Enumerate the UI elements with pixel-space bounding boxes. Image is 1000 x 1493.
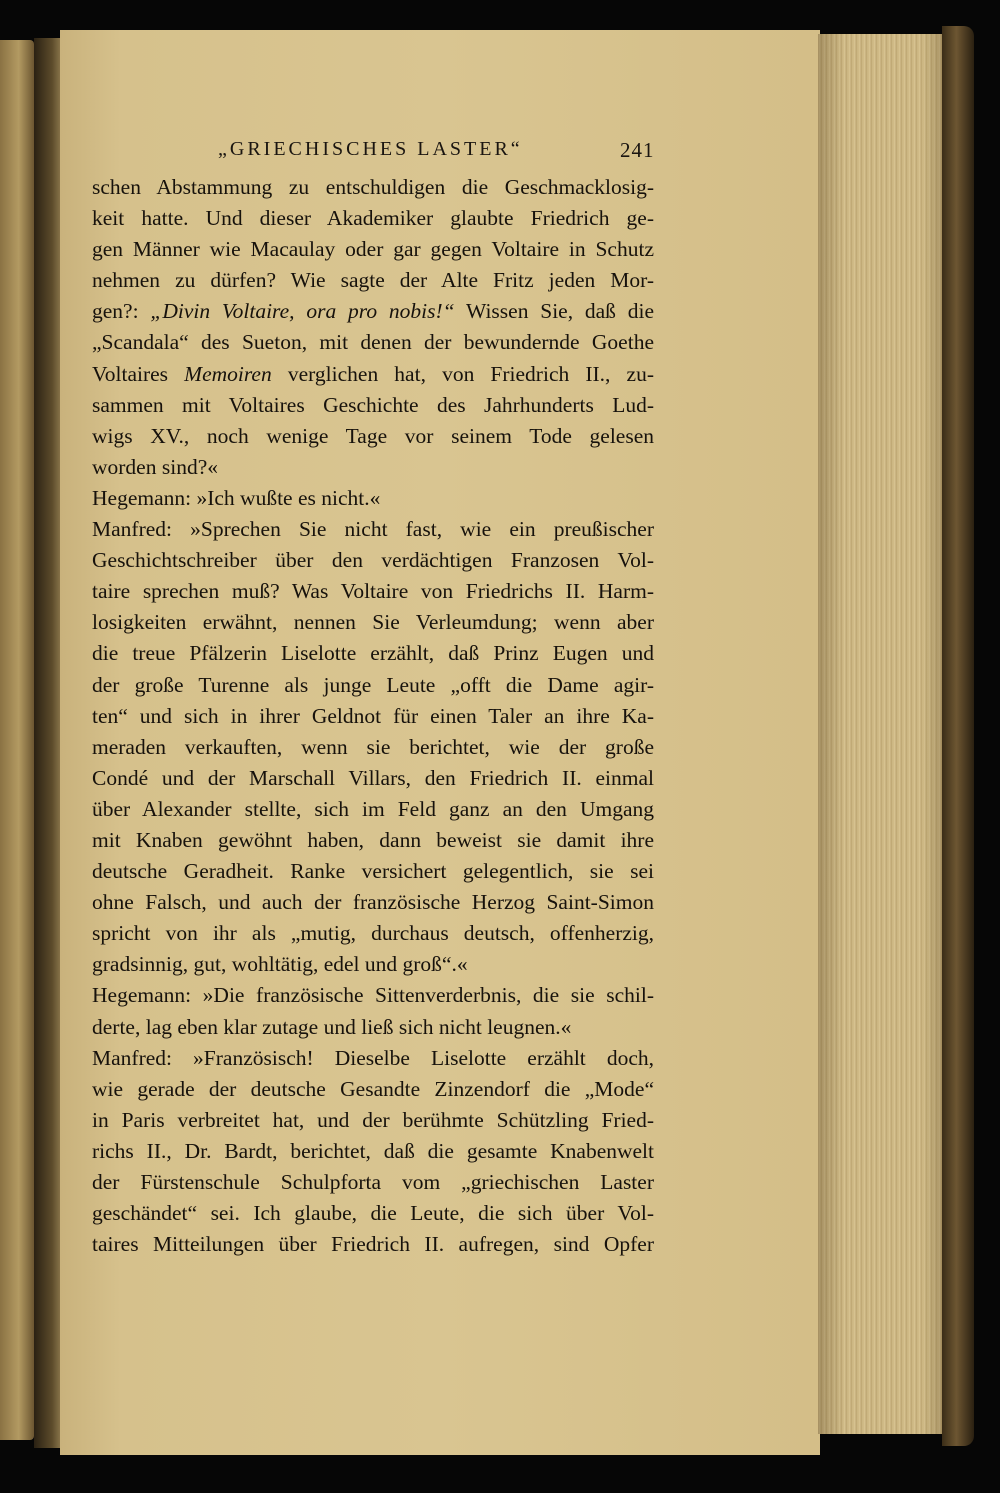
text-line: die treue Pfälzerin Liselotte erzählt, daß Prinz Eugen und [92,641,654,666]
text-line: sammen mit Voltaires Geschichte des Jahrhunderts Lud- [92,392,654,417]
text-line: spricht von ihr als „mutig, durchaus deutsch, offenherzig, [92,921,654,946]
text-line: gradsinnig, gut, wohltätig, edel und groß“.« [92,952,468,977]
text-line: wie gerade der deutsche Gesandte Zinzendorf die „Mode“ [92,1076,654,1101]
text-line: Manfred: »Französisch! Dieselbe Liselotte erzählt doch, [92,1045,654,1070]
body-text [92,172,654,1260]
text-line: taires Mitteilungen über Friedrich II. aufregen, sind Opfer [92,1232,654,1257]
text-line: Geschichtschreiber über den verdächtigen Franzosen Vol- [92,548,654,573]
text-line: in Paris verbreitet hat, und der berühmte Schützling Fried- [92,1107,654,1132]
text-line: ten“ und sich in ihrer Geldnot für einen Taler an ihre Ka- [92,703,654,728]
text-line: schen Abstammung zu entschuldigen die Geschmacklosig- [92,175,654,199]
text-line: mit Knaben gewöhnt haben, dann beweist sie damit ihre [92,827,654,852]
text-line: deutsche Geradheit. Ranke versichert gelegentlich, sie sei [92,859,654,884]
text-line: Voltaires Memoiren verglichen hat, von Friedrich II., zu- [92,361,654,386]
text-line: richs II., Dr. Bardt, berichtet, daß die gesamte Knabenwelt [92,1138,654,1163]
text-line: gen Männer wie Macaulay oder gar gegen Voltaire in Schutz [92,237,654,262]
italic-text: „Divin Voltaire, ora pro nobis!“ [150,299,455,324]
text-line: der große Turenne als junge Leute „offt die Dame agir- [92,672,654,697]
text-line: über Alexander stellte, sich im Feld ganz an den Umgang [92,796,654,821]
text-line: ohne Falsch, und auch der französische Herzog Saint-Simon [92,890,654,915]
text-line: keit hatte. Und dieser Akademiker glaubte Friedrich ge- [92,206,654,231]
italic-text: Memoiren [184,361,272,386]
text-line: Hegemann: »Die französische Sittenverderbnis, die sie schil- [92,983,654,1008]
page-number: 241 [620,138,655,162]
text-line: nehmen zu dürfen? Wie sagte der Alte Fritz jeden Mor- [92,268,654,293]
text-line: taire sprechen muß? Was Voltaire von Friedrichs II. Harm- [92,579,654,604]
text-line: „Scandala“ des Sueton, mit denen der bewundernde Goethe [92,330,654,355]
running-head: „GRIECHISCHES LASTER“ [218,138,523,160]
text-line: Condé und der Marschall Villars, den Friedrich II. einmal [92,765,654,790]
text-line: geschändet“ sei. Ich glaube, die Leute, die sich über Vol- [92,1201,654,1226]
text-line: meraden verkauften, wenn sie berichtet, wie der große [92,734,654,759]
text-line: Hegemann: »Ich wußte es nicht.« [92,485,381,510]
text-line: der Fürstenschule Schulpforta vom „griechischen Laster [92,1170,654,1194]
text-line: losigkeiten erwähnt, nennen Sie Verleumdung; wenn aber [92,610,654,635]
text-line: worden sind?« [92,454,218,479]
text-line: wigs XV., noch wenige Tage vor seinem Tode gelesen [92,423,654,448]
text-line: derte, lag eben klar zutage und ließ sich nicht leugnen.« [92,1014,572,1039]
text-line: Manfred: »Sprechen Sie nicht fast, wie ein preußischer [92,517,654,542]
text-line: gen?: „Divin Voltaire, ora pro nobis!“ Wissen Sie, daß die [92,299,654,324]
facing-page-edge [0,40,34,1440]
book-cover-edge [942,26,974,1446]
